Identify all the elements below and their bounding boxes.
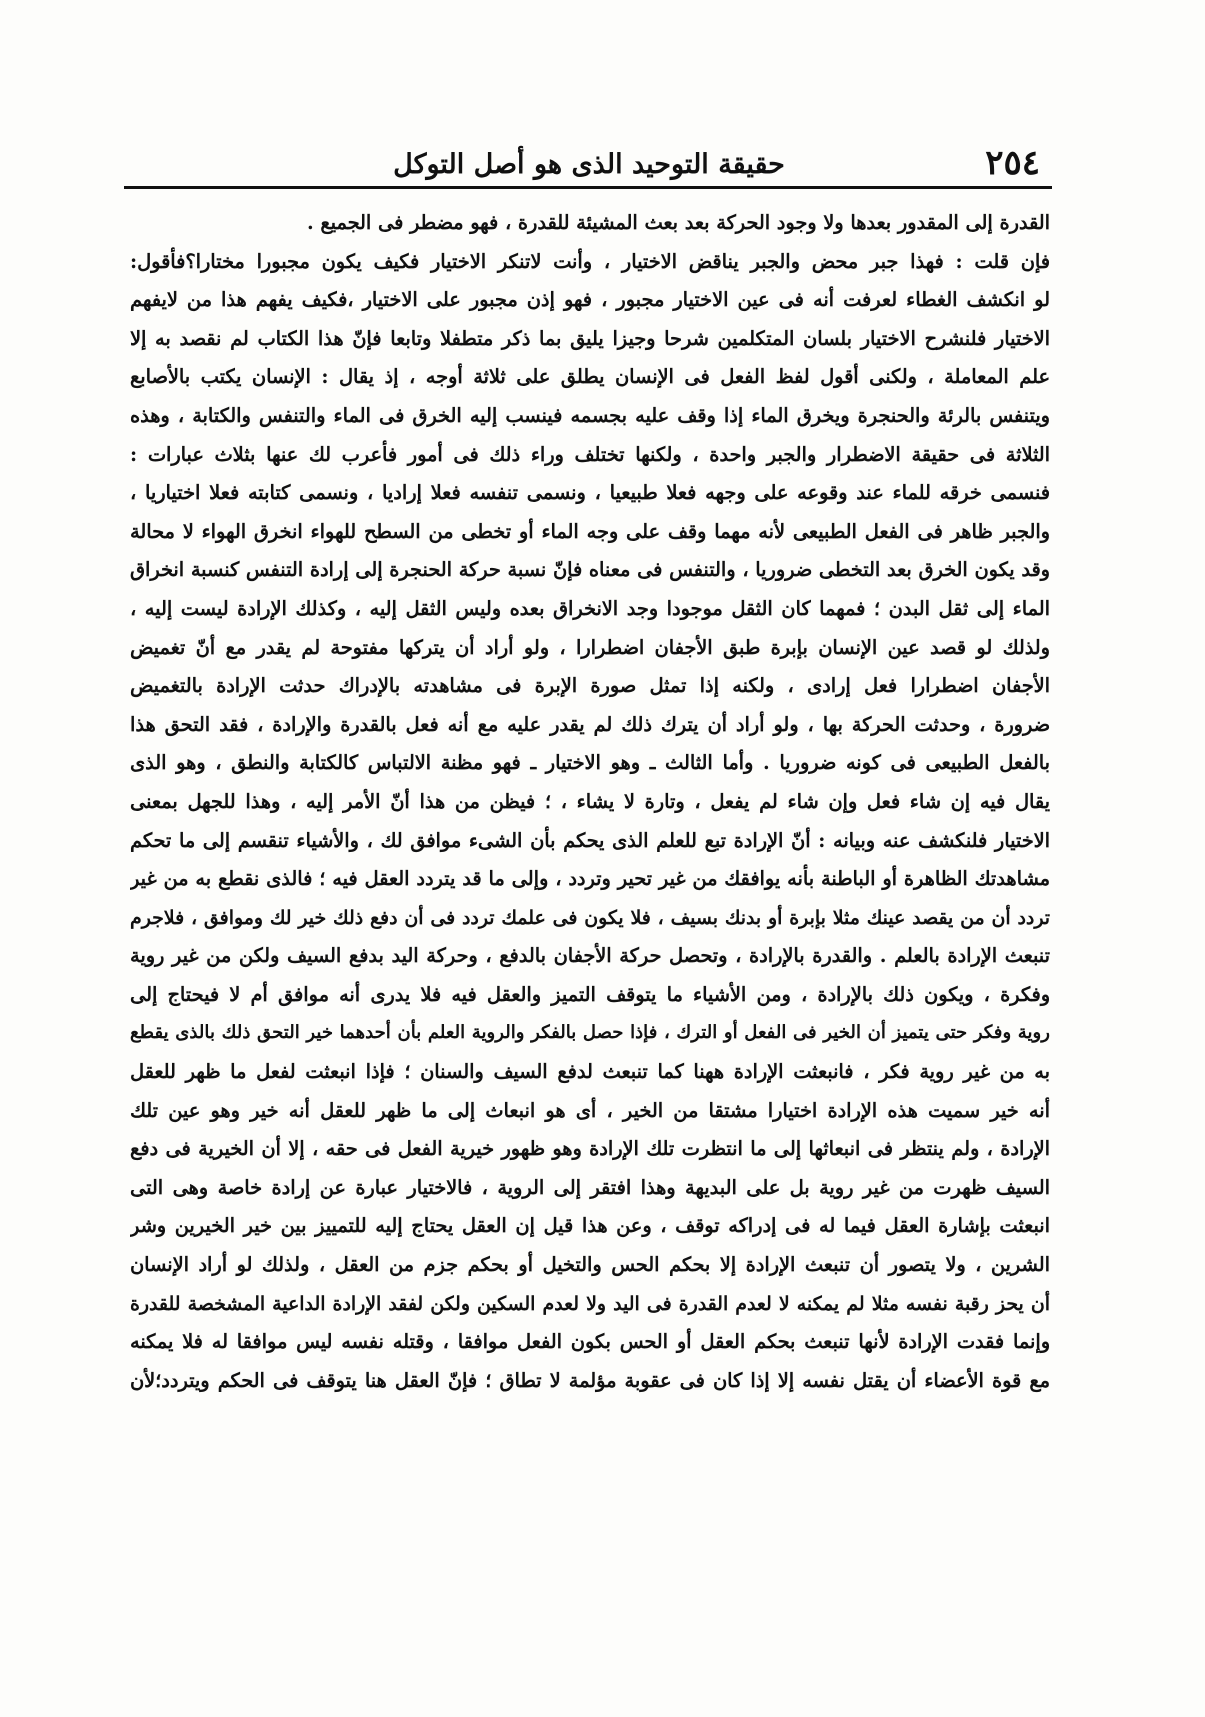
text-line: ولذلك لو قصد عين الإنسان بإبرة طبق الأجفان اضطرارا ، ولو أراد أن يتركها مفتوحة لم يقدر مع أنّ تغميض [130,635,1050,659]
text-line: فنسمى خرقه للماء عند وقوعه على وجهه فعلا طبيعيا ، ونسمى تنفسه فعلا إراديا ، ونسمى كتابته فعلا اختياريا ، [130,481,1050,505]
header-rule [124,186,1052,189]
text-line: ضرورة ، وحدثت الحركة بها ، ولو أراد أن يترك ذلك لم يقدر عليه مع أنه فعل بالقدرة والإرادة ، فقد التحق هذا [130,712,1050,736]
text-line: ويتنفس بالرئة والحنجرة ويخرق الماء إذا وقف عليه بجسمه فينسب إليه الخرق فى الماء والتنفس والكتابة ، وهذه [130,403,1050,427]
text-line: لو انكشف الغطاء لعرفت أنه فى عين الاختيار مجبور ، فهو إذن مجبور على الاختيار ،فكيف يفهم هذا من لايفهم [130,288,1050,312]
text-line: أن يحز رقبة نفسه مثلا لم يمكنه لا لعدم القدرة فى اليد ولا لعدم السكين ولكن لفقد الإرادة الداعية المشخصة للقدرة [130,1292,1050,1315]
text-line: الماء إلى ثقل البدن ؛ فمهما كان الثقل موجودا وجد الانخراق بعده وليس الثقل إليه ، وكذلك الإرادة ليست إليه ، [130,596,1050,620]
text-line: الاختيار فلنكشف عنه وبيانه : أنّ الإرادة تبع للعلم الذى يحكم بأن الشىء موافق لك ، والأشياء تنقسم إلى ما تحكم [130,828,1050,852]
text-line: الثلاثة فى حقيقة الاضطرار والجبر واحدة ، ولكنها تختلف وراء ذلك فى أمور فأعرب لك عنها بثلاث عبارات : [130,442,1050,466]
running-title: حقيقة التوحيد الذى هو أصل التوكل [393,149,785,180]
text-line: يقال فيه إن شاء فعل وإن شاء لم يفعل ، وتارة لا يشاء ، ؛ فيظن من هذا أنّ الأمر إليه ، وهذا للجهل بمعنى [130,789,1050,813]
text-line: فإن قلت : فهذا جبر محض والجبر يناقض الاختيار ، وأنت لاتنكر الاختيار فكيف يكون مجبورا مختارا؟فأقول: [130,249,1050,273]
page-number: ٢٥٤ [985,143,1040,183]
text-line: الشرين ، ولا يتصور أن تنبعث الإرادة إلا بحكم الحس والتخيل أو بحكم جزم من العقل ، ولذلك لو أراد الإنسان [130,1253,1050,1277]
page-header [126,138,1052,184]
text-line: مشاهدتك الظاهرة أو الباطنة بأنه يوافقك من غير تحير وتردد ، وإلى ما قد يتردد العقل فيه ؛ فالذى نقطع به من غير [130,867,1050,891]
text-line: والجبر ظاهر فى الفعل الطبيعى لأنه مهما وقف على وجه الماء أو تخطى من السطح للهواء انخرق الهواء لا محالة [130,519,1050,543]
text-line: وفكرة ، ويكون ذلك بالإرادة ، ومن الأشياء ما يتوقف التميز والعقل فيه فلا يدرى أنه موافق أم لا فيحتاج إلى [130,982,1050,1006]
text-line: الإرادة ، ولم ينتظر فى انبعاثها إلى ما انتظرت تلك الإرادة وهو ظهور خيرية الفعل فى حقه ، إلا أن الخيرية فى دفع [130,1137,1050,1161]
text-line: القدرة إلى المقدور بعدها ولا وجود الحركة بعد بعث المشيئة للقدرة ، فهو مضطر فى الجميع . [306,211,1050,234]
text-line: وإنما فقدت الإرادة لأنها تنبعث بحكم العقل أو الحس بكون الفعل موافقا ، وقتله نفسه ليس موافقا له فلا يمكنه [130,1330,1050,1354]
text-line: تردد أن من يقصد عينك مثلا بإبرة أو بدنك بسيف ، فلا يكون فى علمك تردد فى أن دفع ذلك خير لك وموافق ، فلاجرم [130,906,1050,929]
text-line: الاختيار فلنشرح الاختيار بلسان المتكلمين شرحا وجيزا يليق بما ذكر متطفلا وتابعا فإنّ هذا الكتاب لم نقصد به إلا [130,326,1050,350]
text-line: السيف ظهرت من غير روية بل على البديهة وهذا افتقر إلى الروية ، فالاختيار عبارة عن إرادة خاصة وهى التى [130,1175,1050,1199]
body-text [130,204,1050,1614]
text-line: تنبعث الإرادة بالعلم . والقدرة بالإرادة ، وتحصل حركة الأجفان بالدفع ، وحركة اليد بدفع السيف ولكن من غير روية [130,944,1050,968]
text-line: روية وفكر حتى يتميز أن الخير فى الفعل أو الترك ، فإذا حصل بالفكر والروية العلم بأن أحدهما خير التحق ذلك بالذى يقطع [130,1022,1050,1044]
text-line: أنه خير سميت هذه الإرادة اختيارا مشتقا من الخير ، أى هو انبعاث إلى ما ظهر للعقل أنه خير وهو عين تلك [130,1098,1050,1122]
text-line: الأجفان اضطرارا فعل إرادى ، ولكنه إذا تمثل صورة الإبرة فى مشاهدته بالإدراك حدثت الإرادة بالتغميض [130,674,1050,698]
text-line: به من غير روية فكر ، فانبعثت الإرادة ههنا كما تنبعث لدفع السيف والسنان ؛ فإذا انبعثت لفعل ما ظهر للعقل [130,1060,1050,1084]
text-line: بالفعل الطبيعى فى كونه ضروريا . وأما الثالث ـ وهو الاختيار ـ فهو مظنة الالتباس كالكتابة والنطق ، وهو الذى [130,751,1050,775]
text-line: علم المعاملة ، ولكنى أقول لفظ الفعل فى الإنسان يطلق على ثلاثة أوجه ، إذ يقال : الإنسان يكتب بالأصابع [130,365,1050,389]
text-line: انبعثت بإشارة العقل فيما له فى إدراكه توقف ، وعن هذا قيل إن العقل يحتاج إليه للتمييز بين خير الخيرين وشر [130,1214,1050,1238]
text-line: وقد يكون الخرق بعد التخطى ضروريا ، والتنفس فى معناه فإنّ نسبة حركة الحنجرة إلى إرادة التنفس كنسبة انخراق [130,558,1050,582]
text-line: مع قوة الأعضاء أن يقتل نفسه إلا إذا كان فى عقوبة مؤلمة لا تطاق ؛ فإنّ العقل هنا يتوقف فى الحكم ويتردد؛لأن [130,1368,1050,1392]
